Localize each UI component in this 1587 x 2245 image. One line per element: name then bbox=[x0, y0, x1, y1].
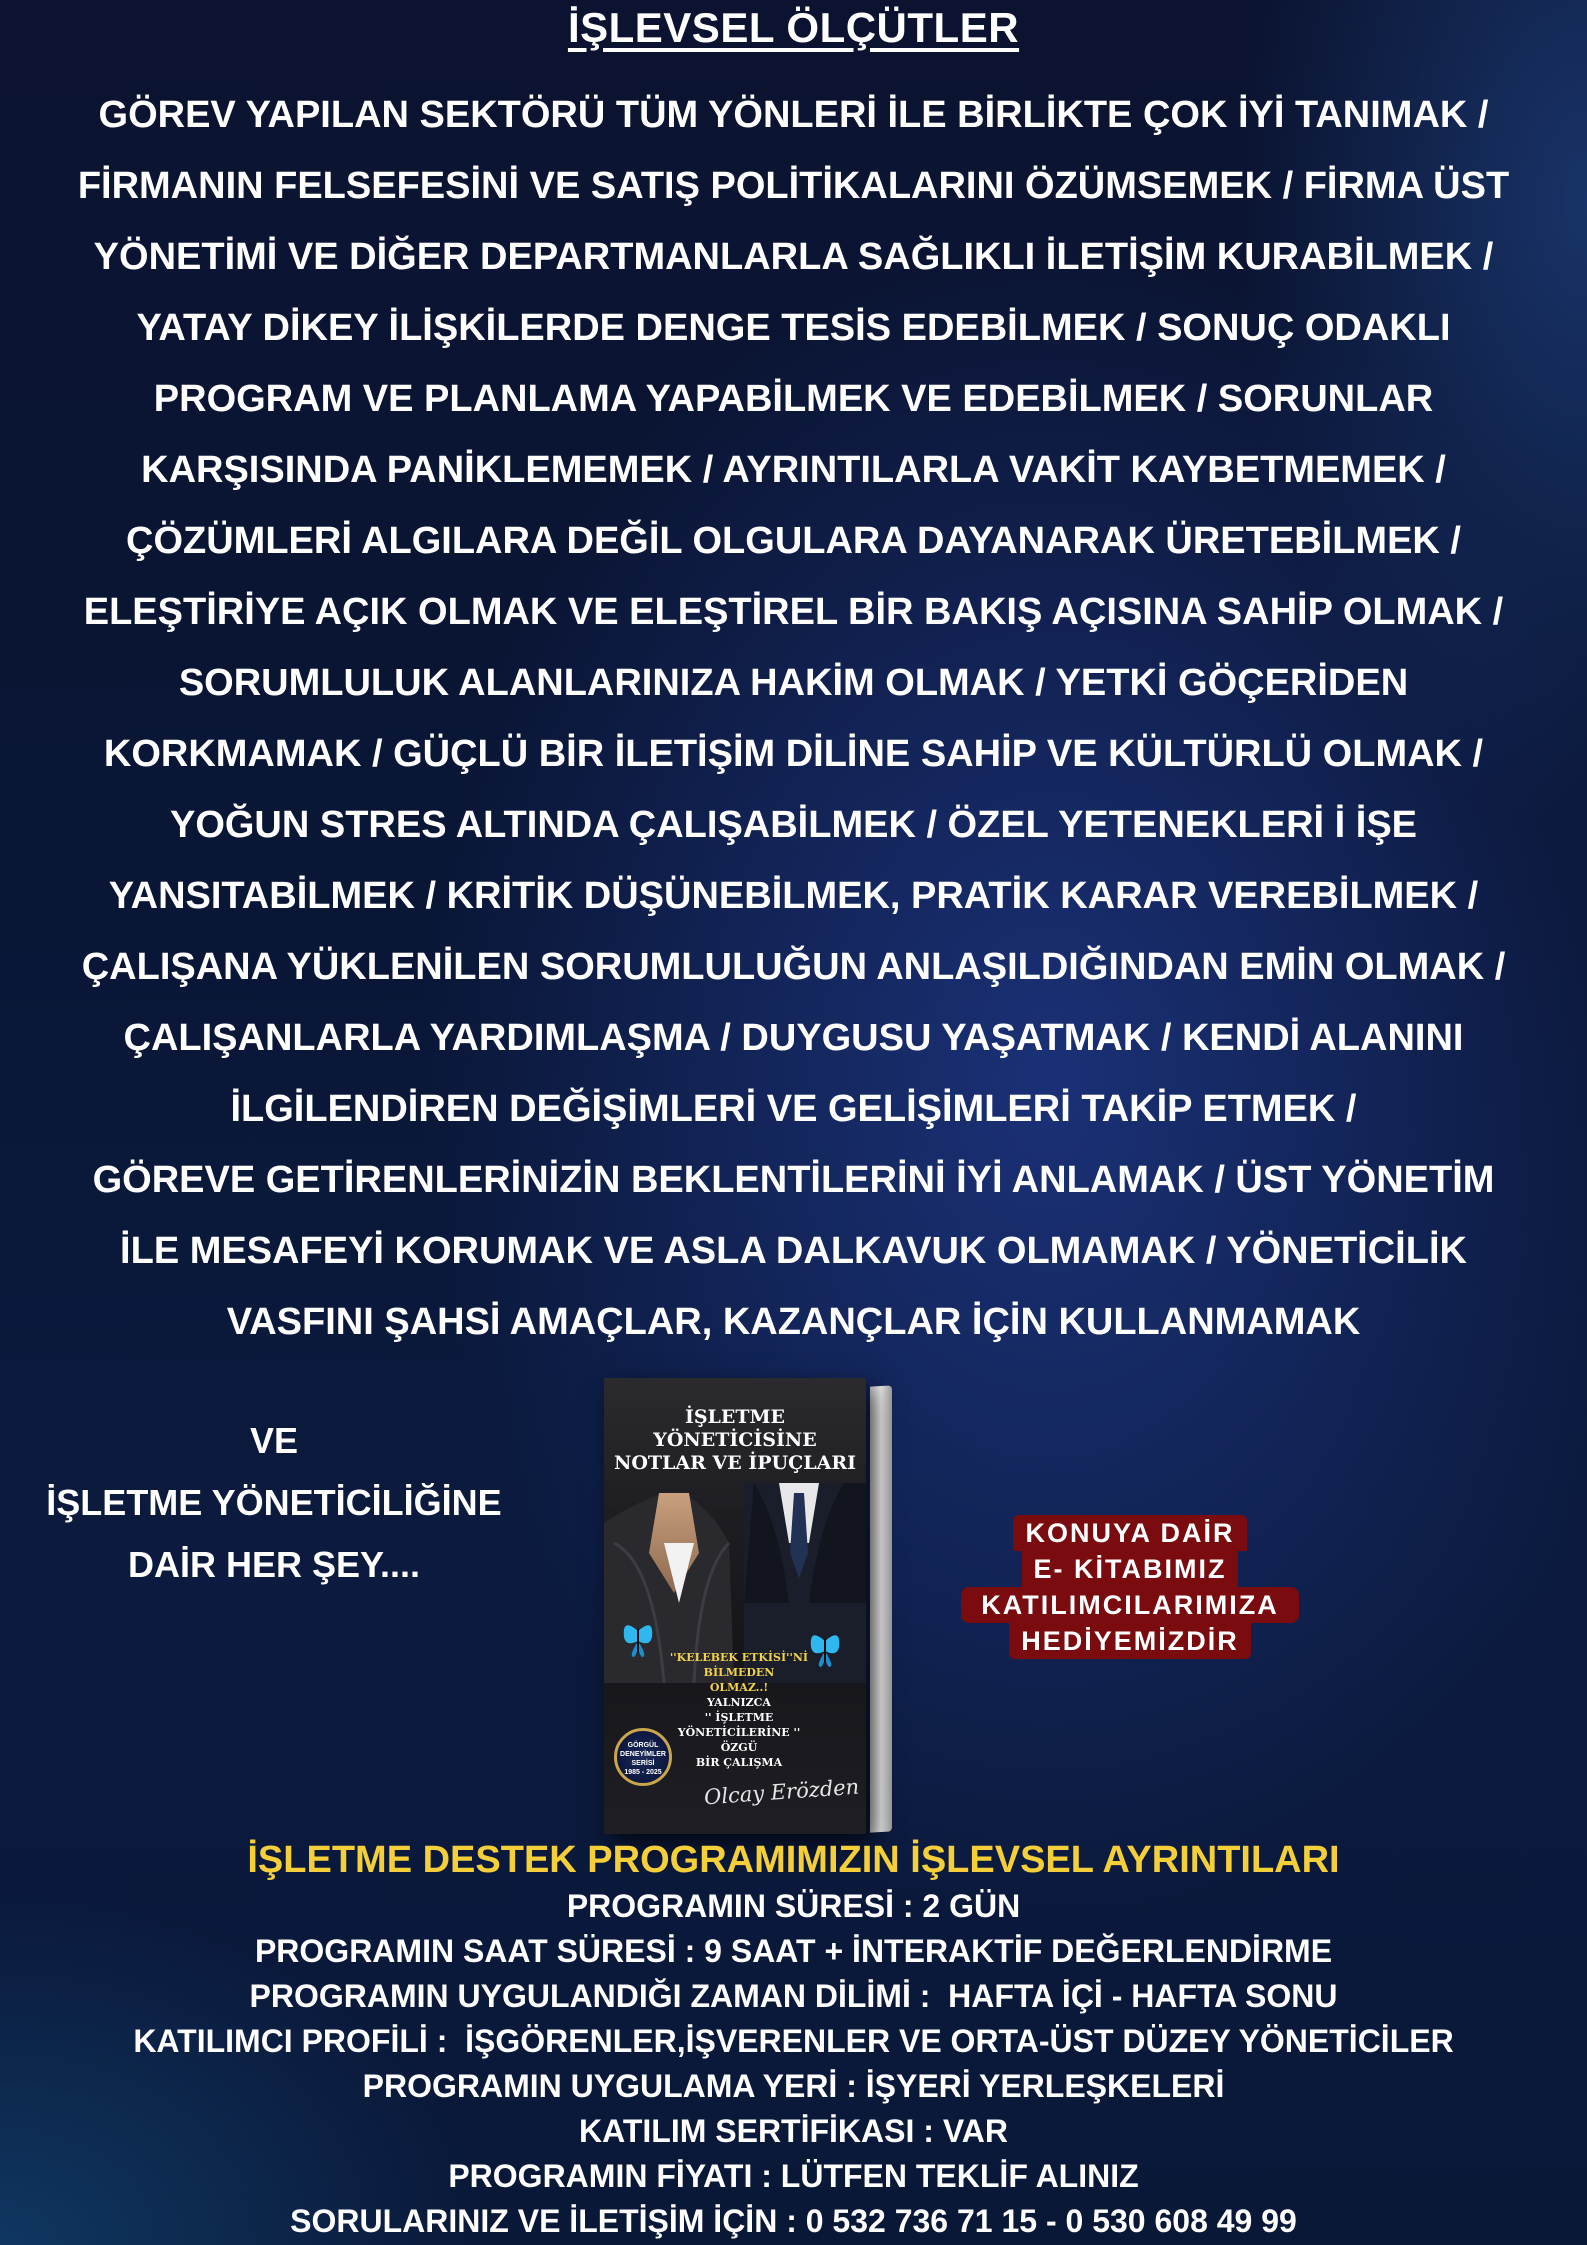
criteria-line: SORUMLULUK ALANLARINIZA HAKİM OLMAK / YETKİ GÖÇERİDEN bbox=[178, 662, 1409, 704]
book-title-line: YÖNETİCİSİNE bbox=[653, 1429, 817, 1451]
book-tagline-line: YALNIZCA bbox=[707, 1696, 771, 1709]
tagline-line: İŞLETME YÖNETİCİLİĞİNE bbox=[46, 1482, 502, 1523]
detail-hours: PROGRAMIN SAAT SÜRESİ : 9 SAAT + İNTERAKTİF DEĞERLENDİRME bbox=[254, 1933, 1333, 1969]
criteria-line: PROGRAM VE PLANLAMA YAPABİLMEK VE EDEBİLMEK / SORUNLAR bbox=[153, 378, 1434, 420]
book-author-signature: Olcay Erözden bbox=[703, 1774, 860, 1810]
detail-certificate: KATILIM SERTİFİKASI : VAR bbox=[578, 2113, 1008, 2149]
gift-badge-line: KONUYA DAİR bbox=[1013, 1515, 1246, 1551]
detail-contact: SORULARINIZ VE İLETİŞİM İÇİN : 0 532 736 71 15 - 0 530 608 49 99 bbox=[290, 2203, 1297, 2239]
book-tagline-highlight: OLMAZ..! bbox=[709, 1681, 769, 1694]
book-tagline-highlight: BİLMEDEN bbox=[703, 1666, 775, 1679]
criteria-line: KARŞISINDA PANİKLEMEMEK / AYRINTILARLA VAKİT KAYBETMEMEK / bbox=[141, 449, 1446, 491]
book-tagline-line: BİR ÇALIŞMA bbox=[695, 1756, 783, 1769]
criteria-line: GÖREVE GETİRENLERİNİZİN BEKLENTİLERİNİ İYİ ANLAMAK / ÜST YÖNETİM bbox=[92, 1159, 1495, 1201]
detail-duration: PROGRAMIN SÜRESİ : 2 GÜN bbox=[566, 1888, 1021, 1924]
program-details bbox=[0, 1836, 1587, 2244]
criteria-line: YOĞUN STRES ALTINDA ÇALIŞABİLMEK / ÖZEL YETENEKLERİ İ İŞE bbox=[169, 804, 1418, 846]
criteria-line: ELEŞTİRİYE AÇIK OLMAK VE ELEŞTİREL BİR BAKIŞ AÇISINA SAHİP OLMAK / bbox=[83, 591, 1504, 633]
detail-location: PROGRAMIN UYGULAMA YERİ : İŞYERİ YERLEŞKELERİ bbox=[362, 2068, 1225, 2104]
detail-price: PROGRAMIN FİYATI : LÜTFEN TEKLİF ALINIZ bbox=[448, 2158, 1139, 2194]
seal-line: 1985 - 2025 bbox=[624, 1769, 662, 1776]
criteria-line: FİRMANIN FELSEFESİNİ VE SATIŞ POLİTİKALARINI ÖZÜMSEMEK / FİRMA ÜST bbox=[77, 165, 1510, 207]
tagline-line: DAİR HER ŞEY.... bbox=[127, 1544, 421, 1585]
seal-line: GÖRGÜL bbox=[627, 1742, 659, 1749]
criteria-text bbox=[20, 80, 1567, 1358]
book-title-line: İŞLETME bbox=[684, 1406, 786, 1428]
book-tagline-highlight: ''KELEBEK ETKİSİ''Nİ bbox=[669, 1651, 809, 1664]
gift-badge-line: HEDİYEMİZDİR bbox=[1009, 1623, 1251, 1659]
criteria-line: İLE MESAFEYİ KORUMAK VE ASLA DALKAVUK OLMAMAK / YÖNETİCİLİK bbox=[120, 1230, 1467, 1272]
book-tagline-line: ÖZGÜ bbox=[720, 1741, 758, 1754]
criteria-line: İLGİLENDİREN DEĞİŞİMLERİ VE GELİŞİMLERİ TAKİP ETMEK / bbox=[230, 1088, 1357, 1130]
gift-badge-line: KATILIMCILARIMIZA bbox=[961, 1587, 1298, 1623]
detail-participant-profile: KATILIMCI PROFİLİ : İŞGÖRENLER,İŞVERENLER VE ORTA-ÜST DÜZEY YÖNETİCİLER bbox=[133, 2023, 1454, 2059]
seal-line: DENEYİMLER bbox=[620, 1751, 666, 1758]
details-heading: İŞLETME DESTEK PROGRAMIMIZIN İŞLEVSEL AYRINTILARI bbox=[247, 1839, 1340, 1881]
criteria-line: YATAY DİKEY İLİŞKİLERDE DENGE TESİS EDEBİLMEK / SONUÇ ODAKLI bbox=[136, 307, 1451, 349]
page-title: İŞLEVSEL ÖLÇÜTLER bbox=[567, 4, 1020, 51]
tagline-line: VE bbox=[249, 1420, 299, 1461]
criteria-line: KORKMAMAK / GÜÇLÜ BİR İLETİŞİM DİLİNE SAHİP VE KÜLTÜRLÜ OLMAK / bbox=[103, 733, 1484, 775]
series-seal bbox=[614, 1728, 672, 1786]
book-title-line: NOTLAR VE İPUÇLARI bbox=[613, 1452, 857, 1474]
left-tagline bbox=[0, 1410, 548, 1596]
criteria-line: YANSITABİLMEK / KRİTİK DÜŞÜNEBİLMEK, PRATİK KARAR VEREBİLMEK / bbox=[108, 875, 1479, 917]
gift-badge bbox=[936, 1515, 1324, 1659]
criteria-line: GÖREV YAPILAN SEKTÖRÜ TÜM YÖNLERİ İLE BİRLİKTE ÇOK İYİ TANIMAK / bbox=[98, 94, 1489, 136]
criteria-line: VASFINI ŞAHSİ AMAÇLAR, KAZANÇLAR İÇİN KULLANMAMAK bbox=[226, 1301, 1361, 1343]
book-tagline-line: '' İŞLETME YÖNETİCİLERİNE '' bbox=[677, 1711, 801, 1739]
book-tagline bbox=[654, 1650, 824, 1770]
criteria-line: ÇALIŞANA YÜKLENİLEN SORUMLULUĞUN ANLAŞILDIĞINDAN EMİN OLMAK / bbox=[81, 946, 1506, 988]
criteria-line: ÇALIŞANLARLA YARDIMLAŞMA / DUYGUSU YAŞATMAK / KENDİ ALANINI bbox=[123, 1017, 1464, 1059]
seal-line: SERİSİ bbox=[631, 1760, 655, 1767]
book-front bbox=[604, 1378, 866, 1834]
gift-badge-line: E- KİTABIMIZ bbox=[1022, 1551, 1239, 1587]
book-title bbox=[604, 1406, 866, 1475]
book-cover-image bbox=[604, 1378, 884, 1834]
detail-timeframe: PROGRAMIN UYGULANDIĞI ZAMAN DİLİMİ : HAFTA İÇİ - HAFTA SONU bbox=[249, 1978, 1338, 2014]
criteria-line: ÇÖZÜMLERİ ALGILARA DEĞİL OLGULARA DAYANARAK ÜRETEBİLMEK / bbox=[126, 520, 1461, 562]
criteria-line: YÖNETİMİ VE DİĞER DEPARTMANLARLA SAĞLIKLI İLETİŞİM KURABİLMEK / bbox=[93, 236, 1494, 278]
book-spine bbox=[870, 1385, 892, 1832]
